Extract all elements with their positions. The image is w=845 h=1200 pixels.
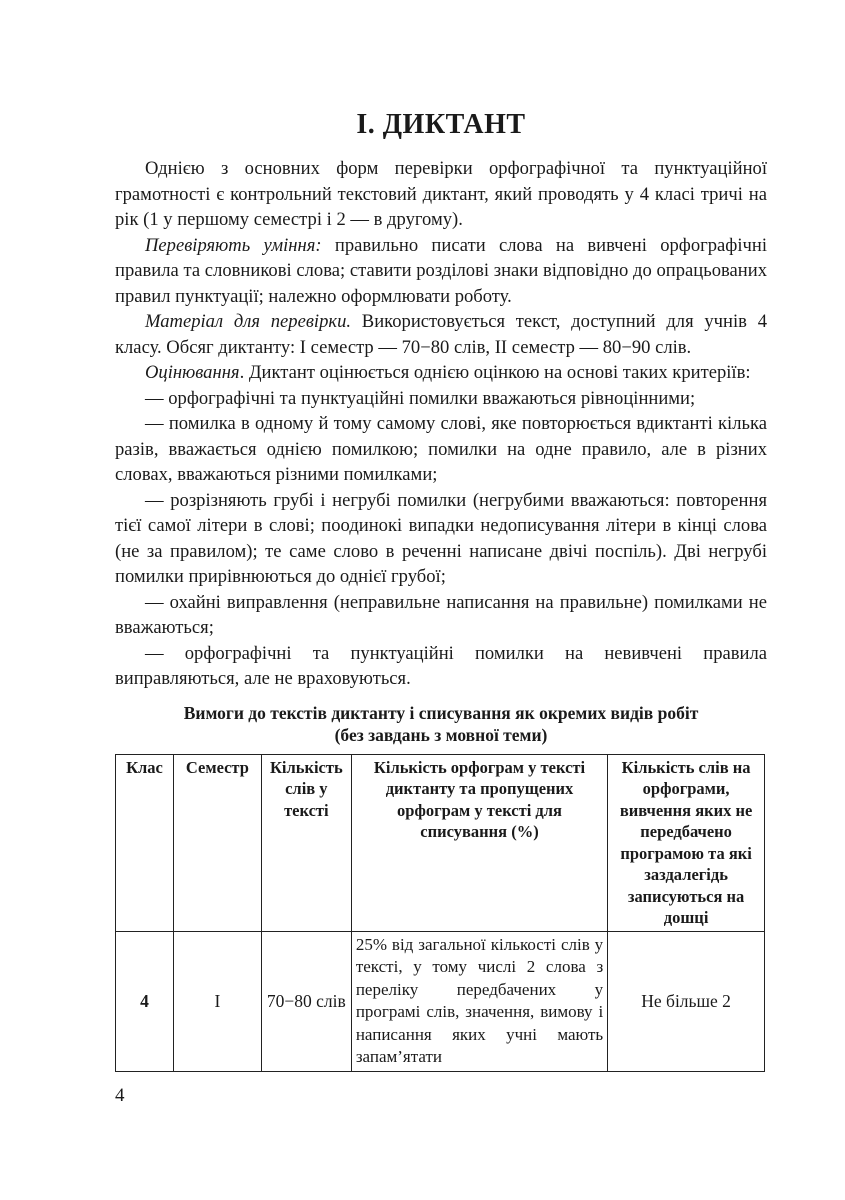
cell-word-count: 70−80 слів	[261, 931, 351, 1071]
criteria-text: — охайні виправлення (неправильне написання на правильне) помилками не вважаються;	[115, 591, 767, 638]
paragraph-evaluation	[115, 360, 767, 386]
criteria-item	[115, 411, 767, 488]
criteria-text: — орфографічні та пунктуаційні помилки вважаються рівноцінними;	[145, 387, 696, 409]
paragraph-text: . Диктант оцінюється однією оцінкою на основі таких критеріїв:	[239, 362, 751, 383]
criteria-item	[115, 386, 767, 412]
paragraph-text: Однією з основних форм перевірки орфографічної та пунктуаційної грамотності є контрольний текстовий диктант, який проводять у 4 класі тричі на рік (1 у першому семестрі і 2 — в другому).	[115, 158, 767, 230]
table-caption-line: (без завдань з мовної теми)	[334, 724, 548, 745]
paragraph-intro	[115, 156, 767, 233]
paragraph-material	[115, 309, 767, 360]
criteria-text: — розрізняють грубі і негрубі помилки (негрубими вважаються: повторення тієї самої літери в слові; поодинокі випадки недописування літери в кінці слова (не за правилом); те саме слово в реченні написане двічі поспіль). Дві негрубі помилки прирівнюються до однієї грубої;	[115, 489, 767, 587]
paragraph-lead: Перевіряють уміння:	[145, 234, 322, 256]
criteria-item	[115, 488, 767, 590]
criteria-item	[115, 590, 767, 641]
table-row	[116, 931, 765, 1071]
header-board-words: Кількість слів на орфограми, вивчення яких не передбачено програмою та які заздалегідь записуються на дошці	[608, 754, 765, 931]
page-content	[115, 108, 767, 1072]
paragraph-lead: Оцінювання	[145, 362, 240, 383]
text-body	[115, 156, 767, 692]
cell-semester: І	[173, 931, 261, 1071]
paragraph-text: правильно писати слова на вивчені орфографічні правила та словникові слова; ставити розділові знаки відповідно до опрацьованих правил пунктуації; належно оформлювати роботу.	[115, 234, 767, 307]
requirements-table	[115, 754, 765, 1072]
paragraph-text: Використовується текст, доступний для учнів 4 класу. Обсяг диктанту: І семестр — 70−80 слів, ІІ семестр — 80−90 слів.	[115, 311, 767, 358]
criteria-item	[115, 641, 767, 692]
page-title: І. ДИКТАНТ	[356, 109, 526, 140]
cell-orthograms: 25% від загальної кількості слів у тексті, у тому числі 2 слова з переліку передбачених у програмі слів, значення, вимову і написання яких учні мають запам’ятати	[351, 931, 607, 1071]
paragraph-skills	[115, 233, 767, 310]
criteria-text: — орфографічні та пунктуаційні помилки на невивчені правила виправляються, але не враховуються.	[115, 642, 767, 689]
header-grade: Клас	[116, 754, 174, 931]
header-word-count: Кількість слів у тексті	[261, 754, 351, 931]
table-header-row	[116, 754, 765, 931]
criteria-text: — помилка в одному й тому самому слові, яке повторюється вдиктанті кілька разів, вважається однією помилкою; помилки на одне правило, але в різних словах, вважаються різними помилками;	[115, 413, 767, 485]
page-number: 4	[115, 1085, 125, 1106]
cell-grade: 4	[116, 931, 174, 1071]
table-caption	[115, 702, 767, 746]
cell-board-words: Не більше 2	[608, 931, 765, 1071]
table-caption-line: Вимоги до текстів диктанту і списування як окремих видів робіт	[183, 702, 699, 723]
header-orthograms: Кількість орфограм у тексті диктанту та пропущених орфограм у тексті для списування (%)	[351, 754, 607, 931]
paragraph-lead: Матеріал для перевірки.	[145, 311, 352, 332]
header-semester: Семестр	[173, 754, 261, 931]
